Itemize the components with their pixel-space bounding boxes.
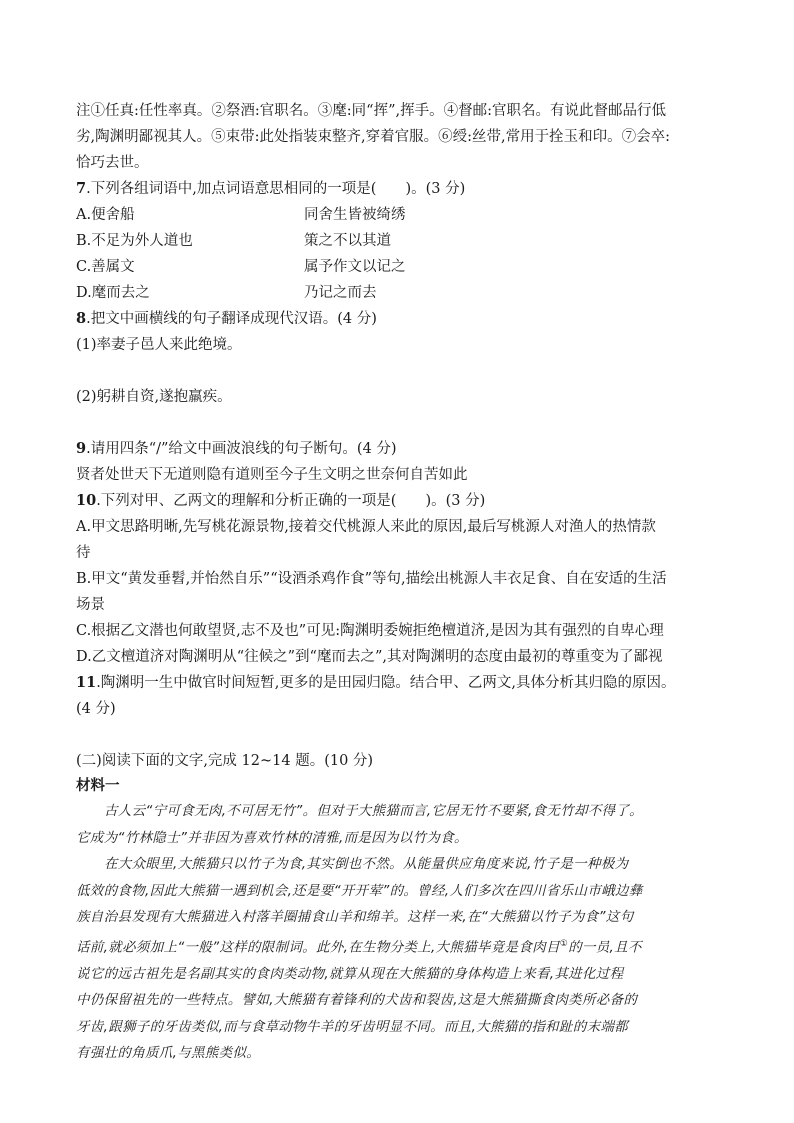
paragraph-line: 族自治县发现有大熊猫进入村落羊圈捕食山羊和绵羊。这样一来,在“大熊猫以竹子为食”这句 [76,909,634,925]
question-stem: .陶渊明一生中做官时间短暂,更多的是田园归隐。结合甲、乙两文,具体分析其归隐的原因。 [96,675,676,691]
question-number: 10 [76,492,97,509]
text-span: 的一员,且不 [568,939,642,955]
paragraph-line: 古人云“宁可食无肉,不可居无竹”。但对于大熊猫而言,它居无竹不要紧,食无竹却不得了。 [104,803,643,819]
question-stem: .下列对甲、乙两文的理解和分析正确的一项是( )。(3 分) [96,493,486,509]
document-page [76,98,728,1067]
paragraph-line: 它成为“竹林隐士”并非因为喜欢竹林的清雅,而是因为以竹为食。 [76,829,468,846]
text-span: 话前,就必须加上“一般”这样的限制词。此外,在生物分类上,大熊猫毕竟是食肉目 [76,939,560,955]
material-paragraph-1 [76,798,728,825]
material-title: 材料一 [76,777,120,794]
notes-line-2: 劣,陶渊明鄙视其人。⑤束带:此处指装束整齐,穿着官服。⑥绶:丝带,常用于拴玉和印。⑦会卒: [76,129,670,145]
paragraph-line: 牙齿,跟狮子的牙齿类似,而与食草动物牛羊的牙齿明显不同。而且,大熊猫的指和趾的末端都 [76,1018,628,1035]
footnote-marker: ① [559,938,569,949]
section-heading: (二)阅读下面的文字,完成 12~14 题。(10 分) [76,753,374,769]
material-paragraph-2 [76,851,728,878]
question-number: 8 [76,310,87,327]
option-b-line-2: 场景 [76,597,105,613]
sub-question-1: (1)率妻子邑人来此绝境。 [76,337,242,353]
option-row [76,280,728,306]
answer-space[interactable] [76,358,728,384]
answer-space[interactable] [76,410,728,436]
option-row [76,228,728,254]
option-row [76,254,728,280]
option-right: 策之不以其道 [304,233,391,249]
sub-question-2: (2)躬耕自资,遂抱羸疾。 [76,389,232,405]
option-row [76,202,728,228]
option-left: D.麾而去之 [76,285,150,301]
question-11 [76,670,728,696]
question-number: 11 [76,674,97,691]
paragraph-line: 说它的远古祖先是名副其实的食肉类动物,就算从现在大熊猫的身体构造上来看,其进化过程 [76,965,624,982]
paragraph-line: 在大众眼里,大熊猫只以竹子为食,其实倒也不然。从能量供应角度来说,竹子是一种极为 [104,856,629,872]
paragraph-line [76,931,728,961]
question-stem: .下列各组词语中,加点词语意思相同的一项是( )。(3 分) [86,181,466,197]
question-9 [76,436,728,462]
option-right: 乃记之而去 [304,285,377,301]
option-right: 属予作文以记之 [304,259,406,275]
sentence-to-punctuate: 贤者处世天下无道则隐有道则至今子生文明之世奈何自苦如此 [76,467,468,483]
answer-space[interactable] [76,722,728,748]
option-c: C.根据乙文潜也何敢望贤,志不及也”可见:陶渊明委婉拒绝檀道济,是因为其有强烈的自卑心理 [76,623,664,639]
question-11-score: (4 分) [76,701,116,717]
option-left: B.不足为外人道也 [76,233,193,249]
option-b-line-1: B.甲文“黄发垂髫,并怡然自乐”“设酒杀鸡作食”等句,描绘出桃源人丰衣足食、自在安适的生活 [76,571,667,587]
notes-line-1: 注①任真:任性率真。②祭酒:官职名。③麾:同“挥”,挥手。④督邮:官职名。有说此督邮品行低 [76,103,666,119]
question-10 [76,488,728,514]
paragraph-line: 中仍保留祖先的一些特点。譬如,大熊猫有着锋利的犬齿和裂齿,这是大熊猫撕食肉类所必备的 [76,992,638,1008]
question-7 [76,176,728,202]
option-right: 同舍生皆被绮绣 [304,207,406,223]
paragraph-line: 低效的食物,因此大熊猫一遇到机会,还是要“开开荤”的。曾经,人们多次在四川省乐山市峨边彝 [76,882,643,899]
option-left: C.善属文 [76,259,135,275]
question-number: 7 [76,180,87,197]
question-number: 9 [76,440,87,457]
question-stem: .把文中画横线的句子翻译成现代汉语。(4 分) [86,311,377,327]
notes-line-3: 恰巧去世。 [76,155,149,171]
option-left: A.便舍船 [76,207,135,223]
question-stem: .请用四条“/”给文中画波浪线的句子断句。(4 分) [86,441,397,457]
question-8 [76,306,728,332]
option-a-line-2: 待 [76,545,91,561]
option-a-line-1: A.甲文思路明晰,先写桃花源景物,接着交代桃源人来此的原因,最后写桃源人对渔人的热情款 [76,519,656,535]
paragraph-line: 有强壮的角质爪,与黑熊类似。 [76,1045,260,1061]
option-d: D.乙文檀道济对陶渊明从“往候之”到“麾而去之”,其对陶渊明的态度由最初的尊重变为了鄙视 [76,649,663,665]
